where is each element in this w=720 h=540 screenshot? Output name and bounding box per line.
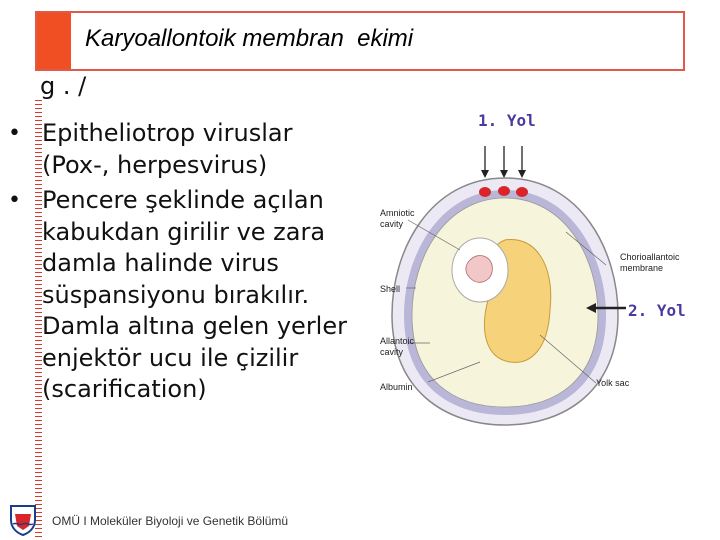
footer xyxy=(0,500,720,540)
title-accent-bar xyxy=(37,13,71,69)
allantoic-label: Allantoic xyxy=(380,336,415,346)
bullet-text: Epitheliotrop viruslar (Pox-, herpesvirus) xyxy=(42,119,293,179)
shell-label: Shell xyxy=(380,284,401,294)
allantoic-label-2: cavity xyxy=(380,347,404,357)
arrow-heads xyxy=(481,170,526,178)
amniotic-label: Amniotic xyxy=(380,208,415,218)
route-2-label: 2. Yol xyxy=(628,301,686,320)
title-box xyxy=(35,11,685,71)
chorioallantoic-label-2: membrane xyxy=(620,263,664,273)
university-logo-icon xyxy=(5,500,41,536)
clipped-text-line xyxy=(40,72,300,102)
yolk-label: Yolk sac xyxy=(596,378,630,388)
footer-text: OMÜ I Moleküler Biyoloji ve Genetik Bölümü xyxy=(52,514,289,528)
bullet-item xyxy=(8,118,348,181)
route-1-arrows xyxy=(485,146,522,172)
virus-drops xyxy=(479,186,528,197)
bullet-item xyxy=(8,185,348,406)
egg-inoculation-diagram xyxy=(370,100,700,430)
clipped-text: g . / xyxy=(40,72,87,100)
chorioallantoic-label: Chorioallantoic xyxy=(620,252,680,262)
albumin-label: Albumin xyxy=(380,382,413,392)
bullet-list xyxy=(8,118,348,406)
route-1-label: 1. Yol xyxy=(478,111,536,130)
bullet-text: Pencere şeklinde açılan kabukdan girilir ve zara damla halinde virus süspansiyonu bırakılır. Damla altına gelen yerler enjektör ucu ile çizilir (scarification) xyxy=(42,186,347,403)
slide-title: Karyoallontoik membran ekimi xyxy=(85,25,414,52)
bullet-dot: • xyxy=(8,188,21,213)
amniotic-label-2: cavity xyxy=(380,219,404,229)
bullet-dot: • xyxy=(8,121,21,146)
